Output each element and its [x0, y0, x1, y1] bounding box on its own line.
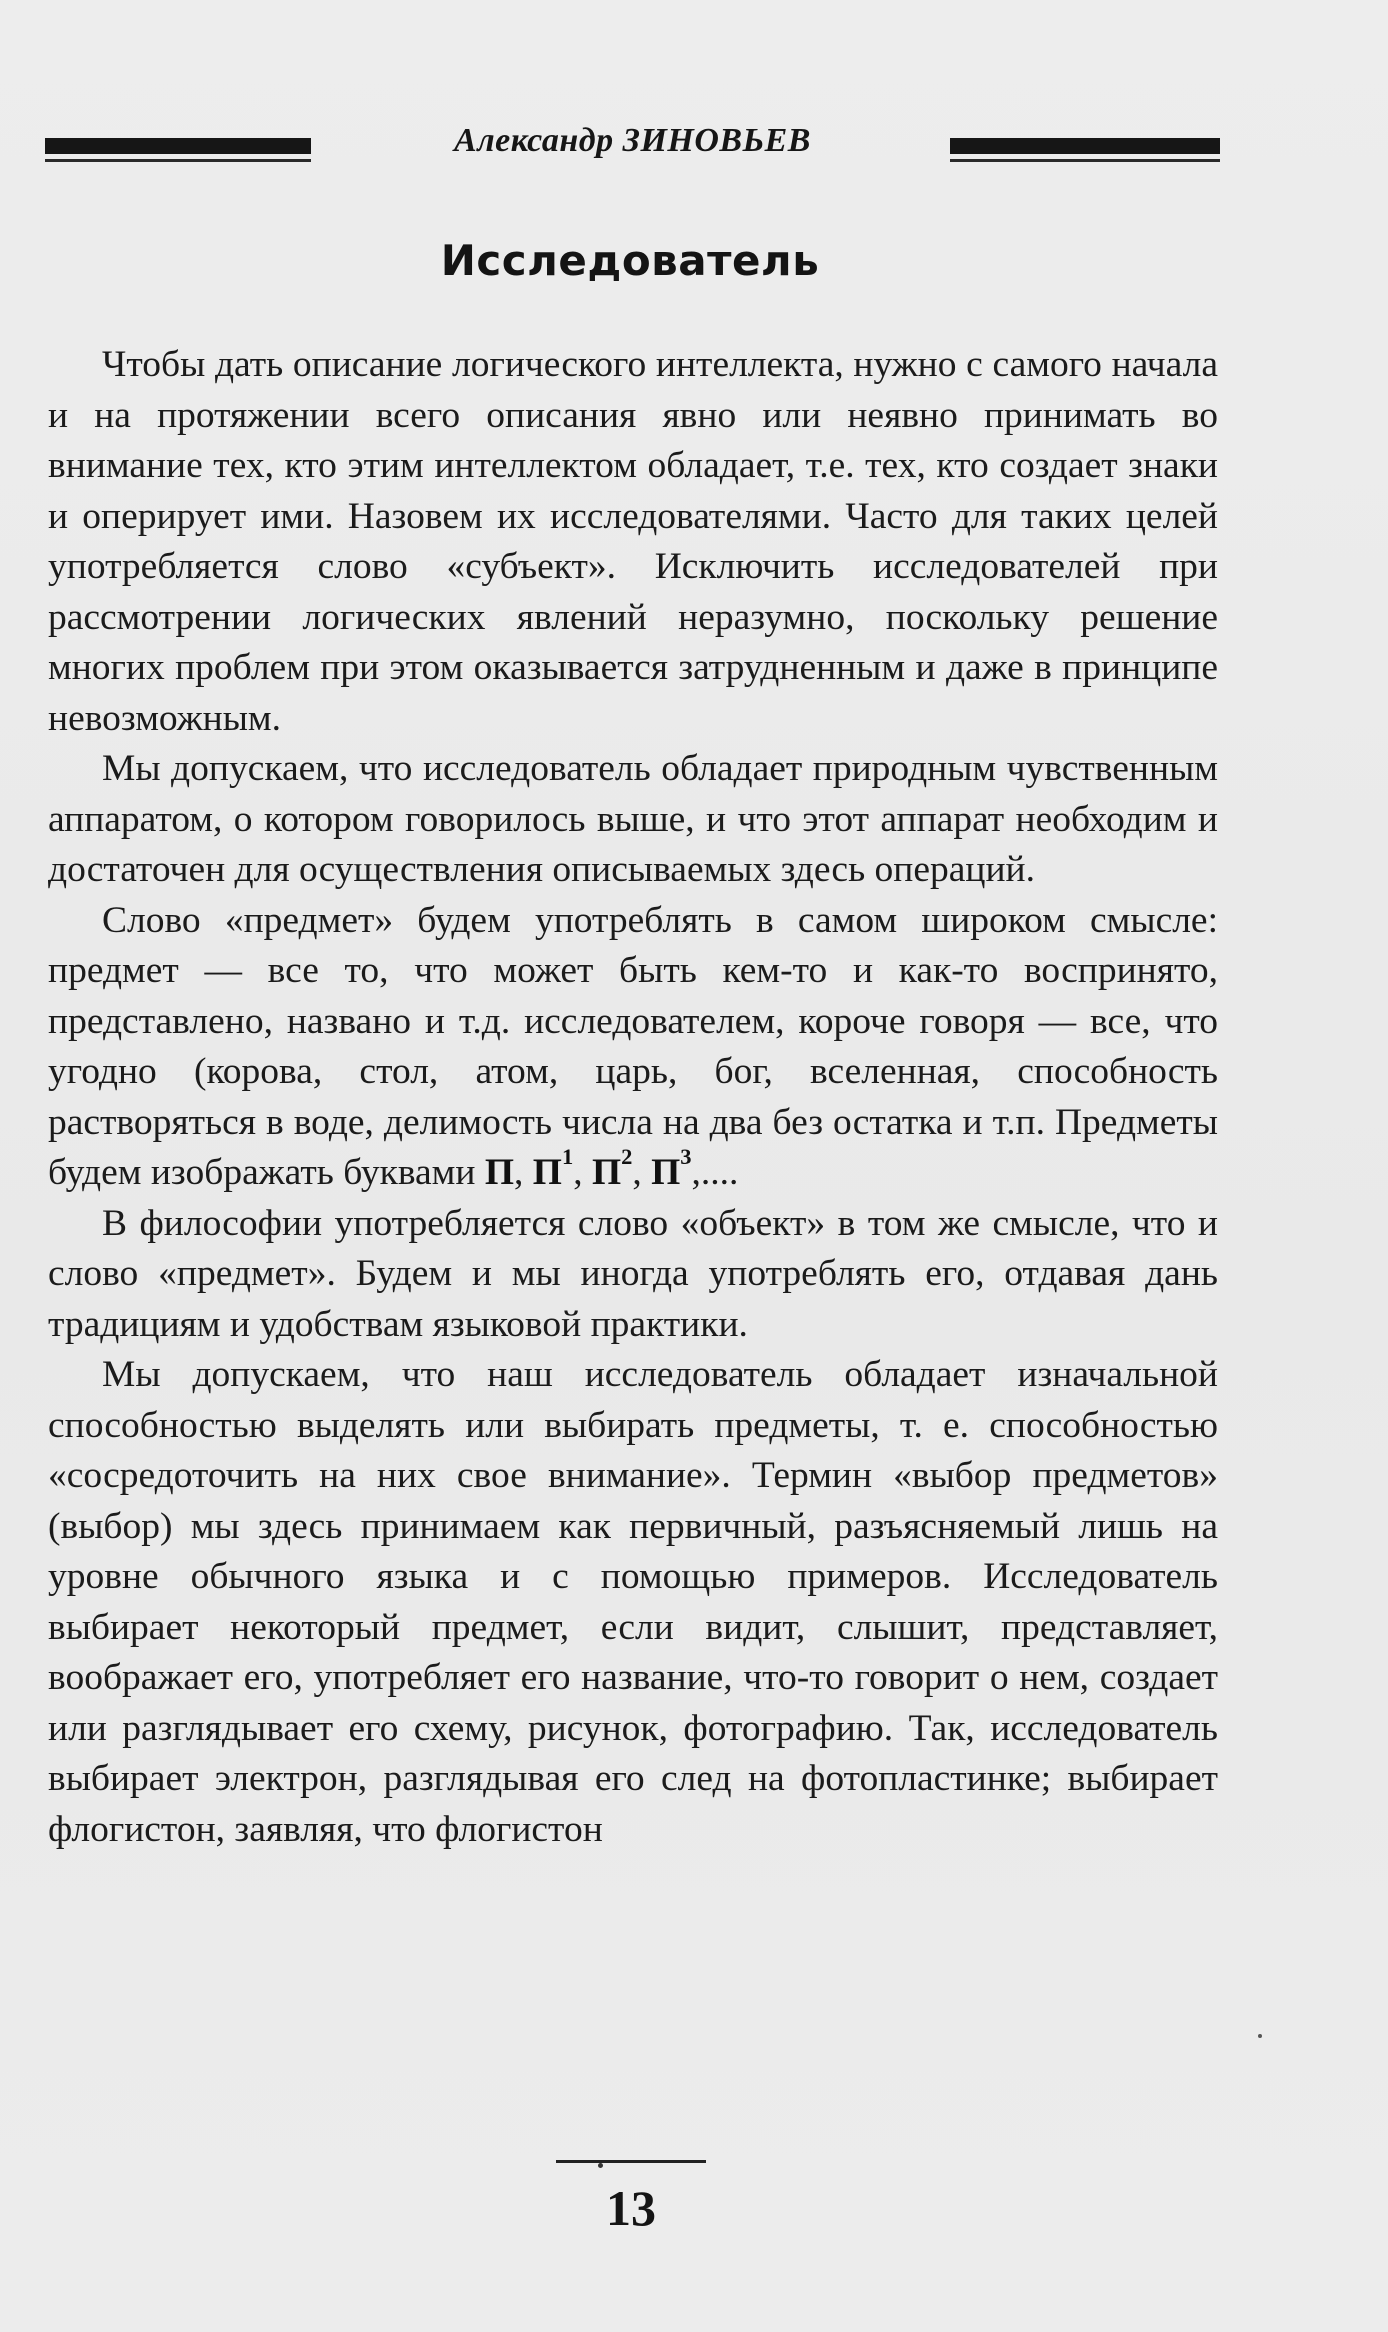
footer-rule	[556, 2160, 706, 2163]
symbol-p3: $П^3$	[651, 1143, 692, 1193]
paragraph-1: Чтобы дать описание логического интеллекта, нужно с самого начала и на протяжении всего описания явно или неявно принимать во внимание тех, кто этим интеллектом обладает, т.е. тех, кто создает знаки и оперирует ими. Назовем их исследователями. Часто для таких целей употребляется слово «субъект». Исключить исследователей при рассмотрении логических явлений неразумно, поскольку решение многих проблем при этом оказывается затрудненным и даже в принципе невозможным.	[48, 344, 1218, 739]
page-number: 13	[606, 2180, 656, 2236]
symbol-p1: $П^1$	[532, 1143, 574, 1193]
paragraph-2: Мы допускаем, что исследователь обладает природным чувственным аппаратом, о котором говорилось выше, и что этот аппарат необходим и достаточен для осуществления описываемых здесь операций.	[48, 748, 1218, 890]
scan-speck	[598, 2163, 603, 2168]
body-text	[48, 340, 1218, 1855]
symbol-p2: $П^2$	[591, 1143, 633, 1193]
scan-speck	[1258, 2034, 1262, 2038]
chapter-title: Исследователь	[440, 236, 820, 285]
running-title: Александр ЗИНОВЬЕВ	[454, 122, 811, 159]
symbol-p: П	[484, 1152, 515, 1193]
paragraph-3-text: Слово «предмет» будем употреблять в самом широком смысле: предмет — все то, что может быть кем-то и как-то воспринято, представлено, названо и т.д. исследователем, короче говоря — все, что угодно (корова, стол, атом, царь, бог, вселенная, способность растворяться в воде, делимость числа на два без остатка и т.п. Предметы будем изображать буквами	[48, 899, 1218, 1193]
page-footer	[0, 2160, 1262, 2237]
running-header	[45, 122, 1220, 180]
symbols-tail: ,....	[691, 1152, 739, 1193]
paragraph-4: В философии употребляется слово «объект» в том же смысле, что и слово «предмет». Будем и мы иногда употреблять его, отдавая дань традициям и удобствам языковой практики.	[48, 1202, 1218, 1345]
paragraph-5: Мы допускаем, что наш исследователь обладает изначальной способностью выделять или выбирать предметы, т. е. способностью «сосредоточить на них свое внимание». Термин «выбор предметов» (выбор) мы здесь принимаем как первичный, разъясняемый лишь на уровне обычного языка и с помощью примеров. Исследователь выбирает некоторый предмет, если видит, слышит, представляет, воображает его, употребляет его название, что-то говорит о нем, создает или разглядывает его схему, рисунок, фотографию. Так, исследователь выбирает электрон, разглядывая его след на фотопластинке; выбирает флогистон, заявляя, что флогистон	[48, 1354, 1218, 1850]
paragraph-3: Слово «предмет» будем употреблять в самом широком смысле: предмет — все то, что может быть кем-то и как-то воспринято, представлено, названо и т.д. исследователем, короче говоря — все, что угодно (корова, стол, атом, царь, бог, вселенная, способность растворяться в воде, делимость числа на два без остатка и т.п. Предметы будем изображать буквами П, $П^1$, $П^2$, $П^3$,....	[48, 899, 1218, 1193]
header-rule-right	[950, 138, 1220, 154]
